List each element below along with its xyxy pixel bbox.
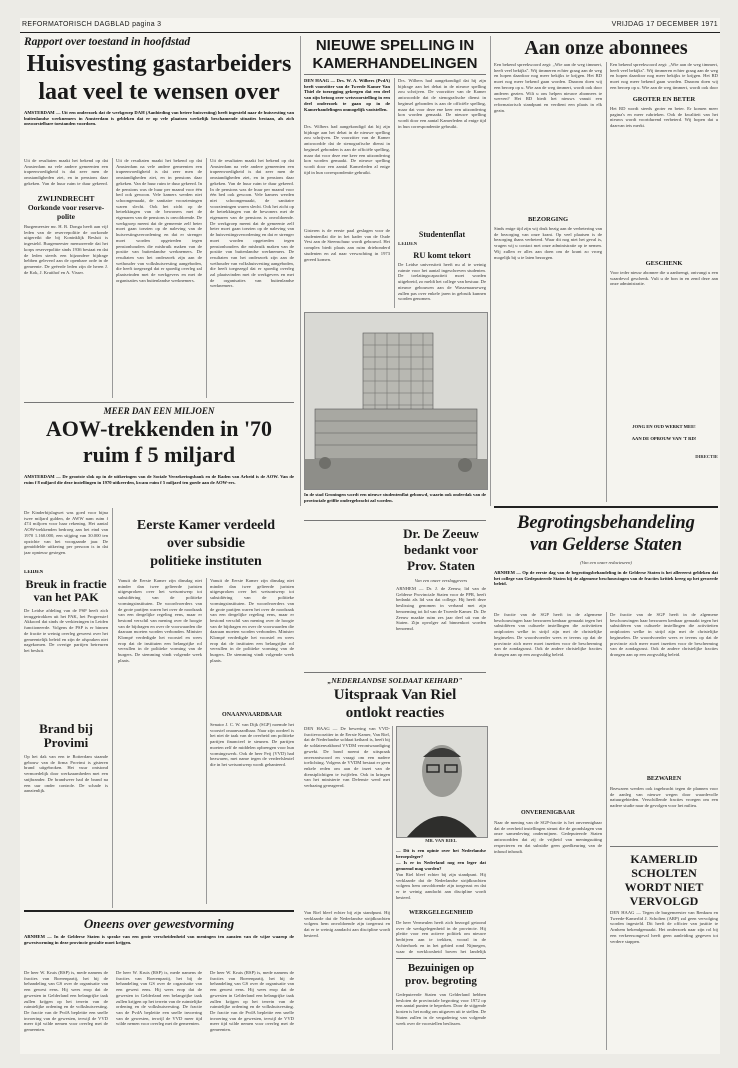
begroting-body-2: De fractie van de SGP heeft in de algemene beschouwingen haar bezwaren kenbaar gemaakt tegen het subsidiëren van culturele instellingen die activiteiten ontplooien welke in strijd zijn met de christelijke beginselen. De woordvoerder wees er tevens op dat de provincie zich meer moet inzetten voor de bescherming van de zondagsrust. Ook de andere christelijke fracties drongen aan op een zorgvuldig beleid. [610,612,718,657]
aow-kicker: MEER DAN EEN MILJOEN [103,406,215,416]
brand-body: Op het dak van een te Rotterdam staande gebouw van de firma Provimi is gisteren brand uitgebroken. Het vuur ontstond vermoedelijk door werkzaamheden met een snijbrander. De brandweer had de brand na een uur onder controle. De schade is aanzienlijk. [24,754,108,794]
soldaat-body: DEN HAAG — De bewering van VVD-fractievoorzitter in de Eerste Kamer, Van Riel, dat de Nederlandse soldaat keihard is, heeft bij de soldatenvakbond VVDM verontwaardiging gewekt. De bond noemt de uitspraak onverantwoord en vraagt om een nadere toelichting. Volgens de VVDM bestaat er geen enkele reden om aan de inzet van de dienstplichtigen te twijfelen. Ook in kringen van het ministerie van Defensie werd met verbazing gereageerd. [304,726,390,789]
rapport-lede: AMSTERDAM — Uit een onderzoek dat de werkgroep DAH (Aanbieding van betere huisvesting) heeft ingesteld naar de huisvesting van buitenlandse werknemers in Amsterdam is gebleken dat er op vele plaatsen werkelijk beschamende situaties bestaan, als zich onvoorstelbare toestanden voordoen. [24,110,294,127]
onaanvaardbaar-body: Senator J. C. W. van Dijk (SGP) noemde het voorstel onaanvaardbaar. Naar zijn oordeel is het niet de taak van de overheid om politieke partijen financieel te steunen. De partijen moeten zelf de middelen opbrengen voor hun vormingswerk. Ook de heer Feij (VVD) had bezwaren, met name tegen de verdeelsleutel die in het wetsontwerp wordt gehanteerd. [210,722,294,767]
spelling-lede: DEN HAAG — Drs. W. A. Wilbers (PvdA) heeft voorzitter van de Tweede Kamer Van Thiel de toezegging gekregen dat een deel van zijn betoog over wetsvoorstelling in een deel onderzoek te gaan op in de Kamerhandelingen onmogelijk vaststellen. [304,78,390,112]
eerste-kamer-body: Vanuit de Eerste Kamer zijn dinsdag niet minder dan twee gelieerde juristen uitgesproken over het wetsontwerp tot subsidiëring van de politieke vormingsinstituten. De woordvoerders van de grote partijen waren het over de noodzaak van een dergelijke regeling eens, maar er bestond verschil van mening over de hoogte van de bijdragen en over de voorwaarden die daaraan moeten worden verbonden. Minister Klompé verdedigde het voorstel en wees erop dat de instituten een belangrijke rol vervullen in de politieke vorming van de burgers. De stemming vindt volgende week plaats. [118,578,202,663]
scholten-headline: KAMERLID SCHOLTEN WORDT NIET VERVOLGD [624,852,704,908]
bezorging-heading: BEZORGING [527,216,569,223]
oneens-body: De heer W. Kruis (RSP) is, mede namens de fracties van Boerenpartij, het bij de behandeling van GS over de organisatie van een gewest eens. Hij wees erop dat de gewesten in Gelderland een belangrijke taak zullen krijgen op het terrein van de ruimtelijke ordening en de volkshuisvesting. De fractie van de PvdA bepleitte een snelle invoering van de gewesten, terwijl de VVD meer tijd wilde nemen voor overleg met de gemeenten. [24,970,108,1033]
portrait-illustration [397,727,487,837]
de-zeeuw-headline-2: bedankt voor [403,542,479,557]
abonnees-body-cont: Een bekend spreekwoord zegt: ,,Wie aan de weg timmert, heeft veel bekijks". Wij timmeren echter graag aan de weg en hopen daardoor nog meer bekijks te krijgen. Het RD moet nog meer bekend gaan worden. Daarom doen wij een beroep op u. Wie aan de weg timmert, wordt ook door [610,62,718,90]
masthead-date: VRIJDAG 17 DECEMBER 1971 [611,21,718,28]
onaanvaardbaar-heading: ONAANVAARDBAAR [222,712,282,718]
geschenk-heading: GESCHENK [645,260,683,267]
spelling-body: Drs. Wilbers had aangekondigd dat hij zijn bijdrage aan het debat in de nieuwe spelling zou schrijven. De voorzitter van de Kamer antwoordde dat de stenografische dienst in beginsel gebonden is aan de officiële spelling, maar dat voor deze ene keer een uitzondering kon worden gemaakt. De nieuwe spelling wordt door een aantal Kamerleden al enige tijd in hun correspondentie gebruikt. [304,124,390,175]
soldaat-headline-2: ontlokt reacties [345,705,445,721]
de-zeeuw-subline: Van een onzer verslaggevers [414,578,468,583]
masthead [20,18,720,33]
de-zeeuw-body: ARNHEM — Dr. J. de Zeeuw, lid van de Gelderse Provinciale Staten voor de PPR, heeft bedankt als lid van dat college. Hij heeft deze beslissing genomen in verband met zijn benoeming tot lid van de Tweede Kamer. Dr. De Zeeuw maakte ruim zes jaar deel uit van de Staten. Zijn opvolger zal binnenkort worden benoemd. [396,586,486,631]
soldaat-body-3: Van Riel bleef echter bij zijn standpunt. Hij verklaarde dat de Nederlandse strijdkrachten volgens hem onvoldoende zijn toegerust en dat er te weinig aandacht aan discipline wordt besteed. [304,910,390,938]
rapport-headline-2: laat veel te wensen over [38,79,280,105]
van-riel-portrait [396,726,488,838]
abonnees-headline: Aan onze abonnees [524,37,688,59]
studentenflat-body: Gisteren is de eerste paal geslagen voor de studentenflat die in het kader van de Oude Vest aan de Steenschuur wordt gebouwd. Het complex biedt plaats aan ruim driehonderd studenten en zal naar verwachting in 1973 gereed komen. [304,228,390,262]
eerste-kamer-headline-3: politieke instituten [150,554,262,569]
begroting-headline-1: Begrotingsbehandeling [517,513,695,533]
begroting-subline: (Van een onzer redacteuren) [580,560,632,565]
rapport-headline-1: Huisvesting gastarbeiders [26,51,292,77]
eerste-kamer-headline-2: over subsidie [167,536,245,551]
groter-heading: GROTER EN BETER [632,96,696,103]
aow-headline-2: ruim f 5 miljard [82,442,236,467]
geschenk-body: Voor ieder nieuw abonnee die u aanbrengt, ontvangt u een waardevol geschenk. Vult u de bon in en zend deze aan onze administratie. [610,270,718,287]
aow-body: De Kinderbijslagwet was goed voor bijna twee miljard gulden, de AWW nam ruim f 474 miljoen voor haar rekening. Het aantal AOW-trekkenden bedroeg aan het eind van 1970 1.160.000, een stijging van 30.000 ten opzichte van het voorgaande jaar. De gemiddelde uitkering per persoon is in dat jaar opnieuw gestegen. [24,510,108,555]
ru-heading: RU komt tekort [413,250,471,260]
oneens-lede: ARNHEM — In de Gelderse Staten is sprake van een grote verscheidenheid van meningen ten aanzien van de wijze waarop de gewestvorming in deze provincie gestalte moet krijgen. [24,934,294,945]
bezuinigen-body: Gedeputeerde Staten van Gelderland hebben besloten de provinciale begroting voor 1972 op een aantal punten te beperken. Door de stijgende kosten is het nodig om uitgaven uit te stellen. De Staten zullen in de vergadering van volgende week over de voorstellen beslissen. [396,992,486,1026]
breuk-kicker: LEIDEN [24,570,44,575]
building-photo [304,312,488,490]
bezorging-body: Sinds enige tijd zijn wij druk bezig aan de verbetering van de bezorging van onze krant. Op veel plaatsen is de bezorging thans verbeterd. Waar dit nog niet het geval is, vragen wij u contact met onze administratie op te nemen. Wij zullen er alles aan doen om de krant zo vroeg mogelijk bij u te laten bezorgen. [494,226,602,260]
aow-lede: AMSTERDAM — De grootste slok op in de uitkeringen van de Sociale Verzekeringsbank en de Raden van Arbeid is de AOW. Van de ruim f 8 miljard die deze instellingen in 1970 uitkeerden, kwam ruim f 5 miljard ten goede aan de AOW-ers. [24,474,294,485]
rapport-col-2: Uit de resultaten maakt het bekend op dat Amsterdam na vele andere gemeenten een trapeenvoedigheid is dat zeer men de omstandigheden ziet, en in pensions daar gekeken. Van de huur ruim te duur gekeerd. In de pensions was de huur per maand voor één bed ook gewoon. Vele kamers werden niet schoongemaakt, de sanitaire voorzieningen waren slecht. Ook het zicht op de betrekkingen van de bewoners met de eigenaren van de pensions is onvoldoende. De werkgroep meent dat de gemeente zelf beter moet gaan toezien op de naleving van de huisvestingsverordening en dat er strenger moet worden opgetreden tegen pensionhouders die misbruik maken van de positie van buitenlandse werknemers. De resultaten van het onderzoek zijn aan de wethouder van volkshuisvesting aangeboden, die heeft toegezegd dat er spoedig overleg zal plaatsvinden met de werkgevers en met de organisaties van buitenlandse werknemers. [116,158,202,283]
soldaat-quote-1: — Dit is een opinie over het Nederlandse beroepsleger? [396,848,486,859]
photo-caption: In de stad Groningen wordt een nieuwe studentenflat gebouwd, waarin ook onderdak van de provinciale griffie ondergebracht zal worden. [304,492,486,503]
onverenigbaar-heading: ONVERENIGBAAR [520,810,575,816]
abonnees-body: Een bekend spreekwoord zegt: ,,Wie aan de weg timmert, heeft veel bekijks". Wij timmeren echter graag aan de weg en hopen daardoor nog meer bekijks te krijgen. Het RD moet nog meer bekend gaan worden. Daarom doen wij een beroep op u. Wie aan de weg timmert, wordt ook door anderen gezien. Wilt u ons helpen nieuwe abonnees te werven? Het RD biedt het nieuws vanuit een reformatorisch standpunt en verdient een plaats in elk gezin. [494,62,602,113]
soldaat-headline-1: Uitspraak Van Riel [333,687,457,703]
studentenflat-heading: Studentenflat [418,230,466,239]
werkgelegenheid-body: De heer Vermeulen heeft zich bezorgd getoond over de werkgelegenheid in de provincie. Hij pleitte voor een actieve politiek om nieuwe bedrijven aan te trekken, vooral in de Achterhoek en in het gebied rond Nijmegen, waar de werkloosheid boven het landelijk [396,920,486,954]
rapport-col-3: Uit de resultaten maakt het bekend op dat Amsterdam na vele andere gemeenten een trapeenvoedigheid is dat zeer men de omstandigheden ziet, en in pensions daar gekeken. Van de huur ruim te duur gekeerd. In de pensions was de huur per maand voor één bed ook gewoon. Vele kamers werden niet schoongemaakt, de sanitaire voorzieningen waren slecht. Ook het zicht op de betrekkingen van de bewoners met de eigenaren van de pensions is onvoldoende. De werkgroep meent dat de gemeente zelf beter moet gaan toezien op de naleving van de huisvestingsverordening en dat er strenger moet worden opgetreden tegen pensionhouders die misbruik maken van de positie van buitenlandse werknemers. De resultaten van het onderzoek zijn aan de wethouder van volkshuisvesting aangeboden, die heeft toegezegd dat er spoedig overleg zal plaatsvinden met de werkgevers en met de organisaties van buitenlandse werknemers. [210,158,294,289]
begroting-body: De fractie van de SGP heeft in de algemene beschouwingen haar bezwaren kenbaar gemaakt tegen het subsidiëren van culturele instellingen die activiteiten ontplooien welke in strijd zijn met de christelijke beginselen. De woordvoerder wees er tevens op dat de provincie zich meer moet inzetten voor de bescherming van de zondagsrust. Ook de andere christelijke fracties drongen aan op een zorgvuldig beleid. [494,612,602,657]
soldaat-quote-2: — Is er in Nederland nog een leger dat genoemd mag worden? [396,860,486,871]
oorkonde-headline: ZWIJNDRECHT Oorkonde voor reserve-polite [27,194,105,221]
newspaper-page [20,18,720,1054]
breuk-headline: Breuk in fractie van het PAK [25,577,107,604]
rapport-kicker: Rapport over toestand in hoofdstad [24,36,191,48]
oorkonde-body: Burgemeester mr. H. B. Donga heeft aan vijf leden van de reservepolitie de oorkonde uitgereikt die bij Koninklijk Besluit is ingesteld. Burgemeester memoreerde dat het korps reservepolitie sinds 1936 bestaat en dat de leden steeds een bijzondere bijdrage hebben geleverd aan de openbare orde in de gemeente. De geëerde leden zijn de heren J. de Kok, J. Kruithof en A. Visser. [24,224,108,275]
onverenigbaar-body: Naar de mening van de SGP-fractie is het onverenigbaar dat de overheid instellingen steunt die de grondslagen van onze samenleving ondermijnen. Gedeputeerde Staten antwoordden dat zij de vrijheid van meningsuiting respecteren en dat subsidie geen goedkeuring van de inhoud inhoudt. [494,820,602,854]
breuk-body: De Leidse afdeling van de PSP heeft zich teruggetrokken uit het PAK, het Progressief Akkoord dat sinds de verkiezingen in Leiden functioneerde. Volgens de PSP is er binnen de fractie te weinig overleg geweest over het gemeentelijk beleid en zijn de afspraken niet nagekomen. De overige partijen betreuren het besluit. [24,608,108,653]
eerste-kamer-body-2: Vanuit de Eerste Kamer zijn dinsdag niet minder dan twee gelieerde juristen uitgesproken over het wetsontwerp tot subsidiëring van de politieke vormingsinstituten. De woordvoerders van de grote partijen waren het over de noodzaak van een dergelijke regeling eens, maar er bestond verschil van mening over de hoogte van de bijdragen en over de voorwaarden die daaraan moeten worden verbonden. Minister Klompé verdedigde het voorstel en wees erop dat de instituten een belangrijke rol vervullen in de politieke vorming van de burgers. De stemming vindt volgende week plaats. [210,578,294,663]
de-zeeuw-headline-3: Prov. Staten [407,558,475,573]
oneens-headline: Oneens over gewestvorming [83,916,235,931]
brand-headline: Brand bij Provimi [39,721,93,750]
soldaat-body-2: Van Riel bleef echter bij zijn standpunt. Hij verklaarde dat de Nederlandse strijdkrachten volgens hem onvoldoende zijn toegerust en dat er te weinig aandacht aan discipline wordt besteed. [396,872,486,900]
spelling-headline-2: KAMERHANDELINGEN [312,55,478,72]
soldaat-kicker: „NEDERLANDSE SOLDAAT KEIHARD" [327,676,463,685]
van-riel-caption: MR. VAN RIEL [425,838,457,843]
slogan-2: AAN DE OPBOUW VAN 'T RD! [631,436,697,441]
groter-body: Het RD wordt steeds groter en beter. Er komen meer pagina's en meer rubrieken. Ook de kwaliteit van het nieuws wordt voortdurend verbeterd. Wij hopen dat u daarvan iets merkt. [610,106,718,129]
slogan-1: JONG EN OUD WERKT MEE! [632,424,696,429]
bezwaren-body: Bezwaren werden ook ingebracht tegen de plannen voor de aanleg van nieuwe wegen door waardevolle natuurgebieden. Verschillende fracties vroegen om een nadere studie naar de gevolgen voor het milieu. [610,786,718,809]
begroting-lede: ARNHEM — Op de eerste dag van de begrotingsbehandeling in de Gelderse Staten is het allereerst gebleken dat het college van Gedeputeerde Staten bij de algemene beschouwingen van de fracties kritiek kreeg op het gevoerde beleid. [494,570,718,587]
building-illustration [305,313,487,489]
oneens-body-3: De heer W. Kruis (RSP) is, mede namens de fracties van Boerenpartij, het bij de behandeling van GS over de organisatie van een gewest eens. Hij wees erop dat de gewesten in Gelderland een belangrijke taak zullen krijgen op het terrein van de ruimtelijke ordening en de volkshuisvesting. De fractie van de PvdA bepleitte een snelle invoering van de gewesten, terwijl de VVD meer tijd wilde nemen voor overleg met de gemeenten. [210,970,294,1033]
spelling-headline-1: NIEUWE SPELLING IN [315,37,475,54]
de-zeeuw-headline-1: Dr. De Zeeuw [403,526,479,541]
rapport-intro: Uit de resultaten maakt het bekend op dat Amsterdam na vele andere gemeenten een trapeenvoedigheid is dat zeer men de omstandigheden ziet, en in pensions daar gekeken. Van de huur ruim te duur gekeerd. [24,158,108,186]
bezuinigen-headline: Bezuinigen op prov. begroting [405,962,477,987]
masthead-left: REFORMATORISCH DAGBLAD pagina 3 [22,21,162,28]
eerste-kamer-headline-1: Eerste Kamer verdeeld [136,518,276,533]
ru-kicker: LEIDEN [398,242,418,247]
bezwaren-heading: BEZWAREN [646,776,682,782]
signature: DIRECTIE [695,454,718,459]
scholten-body: DEN HAAG — Tegen de burgemeester van Renkum en Tweede-Kamerlid J. Scholten (ARP) zal geen vervolging worden ingesteld. Dit heeft de officier van justitie te Arnhem bekendgemaakt. Het onderzoek naar zijn rol bij een verkeersongeval heeft geen aanleiding gegeven tot verdere stappen. [610,910,718,944]
oneens-body-2: De heer W. Kruis (RSP) is, mede namens de fracties van Boerenpartij, het bij de behandeling van GS over de organisatie van een gewest eens. Hij wees erop dat de gewesten in Gelderland een belangrijke taak zullen krijgen op het terrein van de ruimtelijke ordening en de volkshuisvesting. De fractie van de PvdA bepleitte een snelle invoering van de gewesten, terwijl de VVD meer tijd wilde nemen voor overleg met de gemeenten. [116,970,202,1027]
spelling-body-2: Drs. Wilbers had aangekondigd dat hij zijn bijdrage aan het debat in de nieuwe spelling zou schrijven. De voorzitter van de Kamer antwoordde dat de stenografische dienst in beginsel gebonden is aan de officiële spelling, maar dat voor deze ene keer een uitzondering kon worden gemaakt. De nieuwe spelling wordt door een aantal Kamerleden al enige tijd in hun correspondentie gebruikt. [398,78,486,129]
aow-headline-1: AOW-trekkenden in '70 [45,416,273,441]
begroting-headline-2: van Gelderse Staten [529,535,683,555]
ru-body: De Leidse universiteit heeft nu al te weinig ruimte voor het aantal ingeschreven studenten. De toelatingscapaciteit moet worden uitgebreid, zo meldt het college van bestuur. De nieuwe gebouwen aan de Wassenaarseweg zullen pas over enkele jaren in gebruik kunnen worden genomen. [398,262,486,302]
werkgelegenheid-heading: WERKGELEGENHEID [408,910,473,916]
